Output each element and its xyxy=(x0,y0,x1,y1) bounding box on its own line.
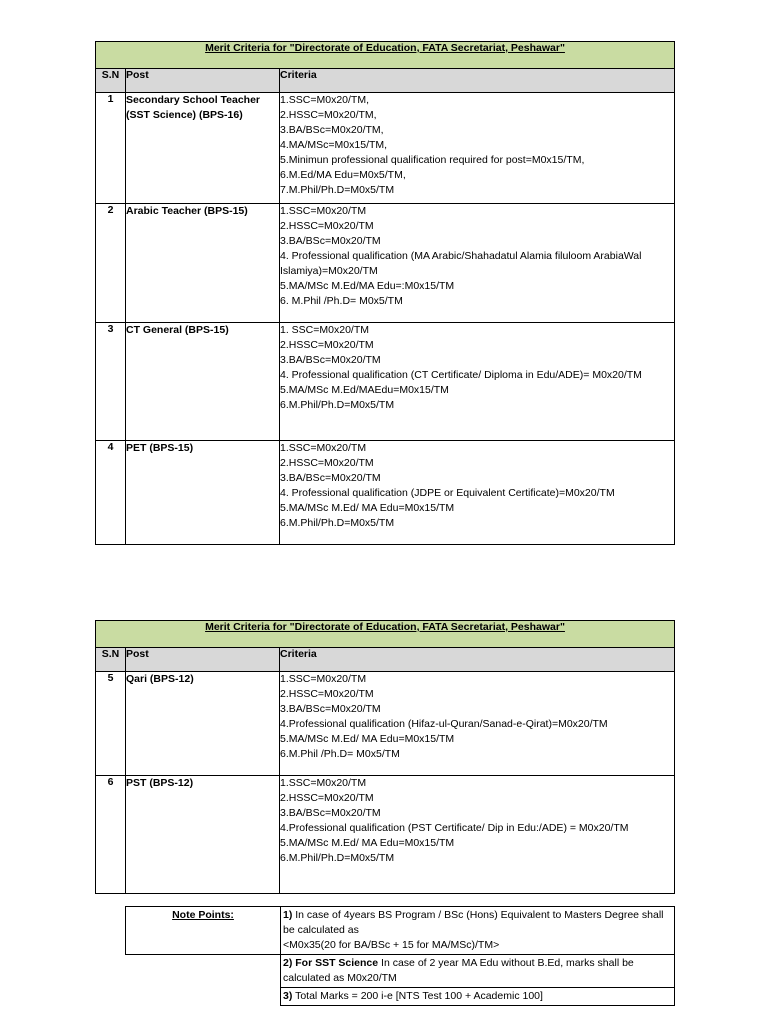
criteria-line: 3.BA/BSc=M0x20/TM xyxy=(280,703,381,715)
row-sn: 4 xyxy=(96,441,126,545)
note-row xyxy=(126,988,675,1006)
table-row xyxy=(96,776,675,894)
criteria-line: 5.MA/MSc M.Ed/MAEdu=M0x15/TM xyxy=(280,384,449,396)
row-post: CT General (BPS-15) xyxy=(126,323,280,441)
criteria-line: 6.M.Phil/Ph.D=M0x5/TM xyxy=(280,852,395,864)
row-post: Qari (BPS-12) xyxy=(126,672,280,776)
table-row xyxy=(96,93,675,204)
table-title-row xyxy=(96,621,675,648)
row-sn: 6 xyxy=(96,776,126,894)
criteria-line: 5.MA/MSc M.Ed/ MA Edu=M0x15/TM xyxy=(280,502,455,514)
note-1-formula: <M0x35(20 for BA/BSc + 15 for MA/MSc)/TM> xyxy=(283,939,500,951)
criteria-line: 5.MA/MSc M.Ed/ MA Edu=M0x15/TM xyxy=(280,837,455,849)
criteria-line: 1.SSC=M0x20/TM xyxy=(280,777,367,789)
note-row xyxy=(126,955,675,988)
row-criteria xyxy=(280,204,675,323)
criteria-line: 3.BA/BSc=M0x20/TM xyxy=(280,354,381,366)
criteria-line: 5.MA/MSc M.Ed/ MA Edu=M0x15/TM xyxy=(280,733,455,745)
criteria-line: 4.Professional qualification (Hifaz-ul-Quran/Sanad-e-Qirat)=M0x20/TM xyxy=(280,718,608,730)
header-criteria: Criteria xyxy=(280,69,675,93)
criteria-line: 6.M.Phil/Ph.D=M0x5/TM xyxy=(280,399,395,411)
note-2: 2) For SST Science In case of 2 year MA Edu without B.Ed, marks shall be calculated as M0x20/TM xyxy=(281,955,675,988)
criteria-line: 2.HSSC=M0x20/TM xyxy=(280,792,374,804)
row-criteria xyxy=(280,323,675,441)
merit-criteria-table-1 xyxy=(95,41,675,545)
row-sn: 2 xyxy=(96,204,126,323)
criteria-line: 2.HSSC=M0x20/TM xyxy=(280,220,374,232)
table-header-row xyxy=(96,648,675,672)
table-title: Merit Criteria for "Directorate of Education, FATA Secretariat, Peshawar" xyxy=(96,621,675,648)
table-row xyxy=(96,323,675,441)
criteria-line: 3.BA/BSc=M0x20/TM xyxy=(280,807,381,819)
criteria-line: 6. M.Phil /Ph.D= M0x5/TM xyxy=(280,295,403,307)
criteria-line: 5.Minimun professional qualification required for post=M0x15/TM, xyxy=(280,154,585,166)
row-sn: 3 xyxy=(96,323,126,441)
row-sn: 1 xyxy=(96,93,126,204)
row-criteria xyxy=(280,672,675,776)
criteria-line: 2.HSSC=M0x20/TM, xyxy=(280,109,377,121)
criteria-line: 2.HSSC=M0x20/TM xyxy=(280,339,374,351)
table-row xyxy=(96,204,675,323)
header-sn: S.N xyxy=(96,69,126,93)
note-row xyxy=(126,907,675,955)
row-sn: 5 xyxy=(96,672,126,776)
criteria-line: 6.M.Ed/MA Edu=M0x5/TM, xyxy=(280,169,406,181)
table-row xyxy=(96,672,675,776)
note-points-label: Note Points: xyxy=(126,907,281,955)
merit-criteria-table-2 xyxy=(95,620,675,894)
criteria-line: 6.M.Phil/Ph.D=M0x5/TM xyxy=(280,517,395,529)
row-criteria xyxy=(280,776,675,894)
criteria-line: 5.MA/MSc M.Ed/MA Edu=:M0x15/TM xyxy=(280,280,455,292)
header-sn: S.N xyxy=(96,648,126,672)
criteria-line: 4.Professional qualification (PST Certificate/ Dip in Edu:/ADE) = M0x20/TM xyxy=(280,822,629,834)
table-header-row xyxy=(96,69,675,93)
criteria-line: 7.M.Phil/Ph.D=M0x5/TM xyxy=(280,184,395,196)
criteria-line: 2.HSSC=M0x20/TM xyxy=(280,457,374,469)
table-title-row xyxy=(96,42,675,69)
criteria-line: 1.SSC=M0x20/TM xyxy=(280,442,367,454)
row-criteria xyxy=(280,441,675,545)
criteria-line: 1. SSC=M0x20/TM xyxy=(280,324,369,336)
header-criteria: Criteria xyxy=(280,648,675,672)
criteria-line: 1.SSC=M0x20/TM xyxy=(280,673,367,685)
row-post: PET (BPS-15) xyxy=(126,441,280,545)
criteria-line: 4. Professional qualification (CT Certificate/ Diploma in Edu/ADE)= M0x20/TM xyxy=(280,369,642,381)
criteria-line: 4.MA/MSc=M0x15/TM, xyxy=(280,139,388,151)
note-1: 1) In case of 4years BS Program / BSc (Hons) Equivalent to Masters Degree shall be calculated as <M0x35(20 for BA/BSc + 15 for MA/MSc)/TM> xyxy=(281,907,675,955)
header-post: Post xyxy=(126,648,280,672)
criteria-line: 3.BA/BSc=M0x20/TM xyxy=(280,472,381,484)
table-row xyxy=(96,441,675,545)
criteria-line: 2.HSSC=M0x20/TM xyxy=(280,688,374,700)
criteria-line: 4. Professional qualification (JDPE or Equivalent Certificate)=M0x20/TM xyxy=(280,487,615,499)
criteria-line: 3.BA/BSc=M0x20/TM xyxy=(280,235,381,247)
row-post: Secondary School Teacher (SST Science) (BPS-16) xyxy=(126,93,280,204)
row-criteria xyxy=(280,93,675,204)
table-title: Merit Criteria for "Directorate of Education, FATA Secretariat, Peshawar" xyxy=(96,42,675,69)
criteria-line: 4. Professional qualification (MA Arabic/Shahadatul Alamia filuloom ArabiaWal Islamiya)=M0x20/TM xyxy=(280,250,642,277)
row-post: Arabic Teacher (BPS-15) xyxy=(126,204,280,323)
criteria-line: 1.SSC=M0x20/TM, xyxy=(280,94,369,106)
note-3: 3) Total Marks = 200 i-e [NTS Test 100 + Academic 100] xyxy=(281,988,675,1006)
criteria-line: 1.SSC=M0x20/TM xyxy=(280,205,367,217)
criteria-line: 6.M.Phil /Ph.D= M0x5/TM xyxy=(280,748,400,760)
row-post: PST (BPS-12) xyxy=(126,776,280,894)
criteria-line: 3.BA/BSc=M0x20/TM, xyxy=(280,124,384,136)
note-points-table xyxy=(125,906,675,1006)
header-post: Post xyxy=(126,69,280,93)
